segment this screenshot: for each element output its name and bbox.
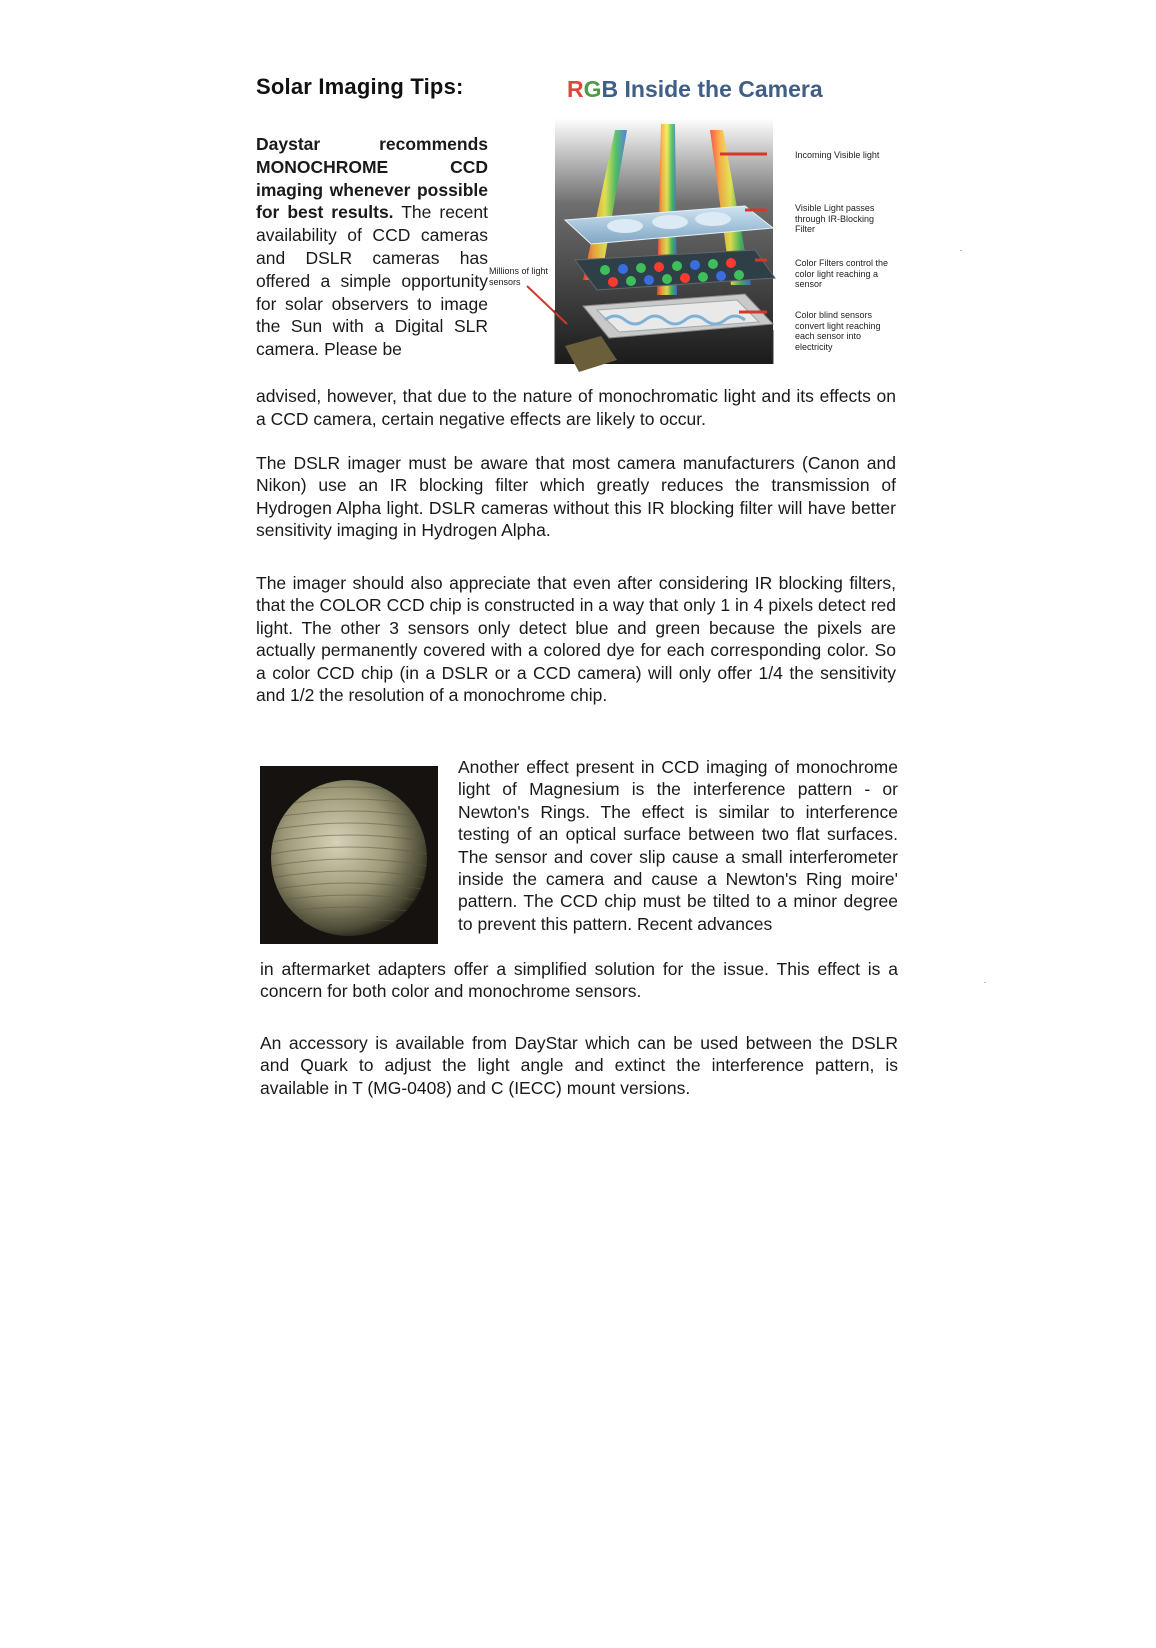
filter-lens-bump	[695, 212, 731, 226]
paragraph-newton-rings-bottom: in aftermarket adapters offer a simplified solution for the issue. This effect is a concern for both color and monochrome sensors.	[260, 959, 898, 1002]
paragraph-accessory	[260, 1032, 898, 1099]
paragraph-text: An accessory is available from DayStar which can be used between the DSLR and Quark to adjust the light angle and extinct the interference pattern, is available in T (MG-0408) and C (IECC) mount versions.	[260, 1033, 898, 1098]
callout-incoming-light: Incoming Visible light	[795, 150, 880, 160]
newton-rings-sun-image	[260, 766, 438, 944]
paragraph-text: The imager should also appreciate that even after considering IR blocking filters, that the COLOR CCD chip is constructed in a way that only 1 in 4 pixels detect red light. The other 3 sensors only detect blue and green because the pixels are actually permanently covered with a colored dye for each corresponding color. So a color CCD chip (in a DSLR or a CCD camera) will only offer 1/4 the sensitivity and 1/2 the resolution of a monochrome chip.	[256, 573, 896, 706]
page-title: Solar Imaging Tips:	[256, 74, 464, 99]
callout-millions-sensors: Millions of light sensors	[489, 266, 549, 287]
filter-lens-bump	[652, 215, 688, 229]
intro-bold-lead: Daystar recommends MONOCHROME CCD imaging whenever possible for best results.	[256, 134, 488, 223]
paragraph-color-ccd	[256, 572, 896, 706]
callout-ir-filter: Visible Light passes through IR-Blocking Filter	[795, 203, 875, 234]
paragraph-dslr-ir-filter	[256, 452, 896, 542]
figure-title-rest: B Inside the Camera	[601, 76, 823, 102]
filter-lens-bump	[607, 219, 643, 233]
intro-text-beside: The recent availability of CCD cameras and DSLR cameras has offered a simple opportunity for solar observers to image the Sun with a Digital SLR camera. Please be	[256, 202, 488, 360]
intro-paragraph-column	[256, 133, 488, 361]
intro-paragraph-continuation: advised, however, that due to the nature of monochromatic light and its effects on a CCD camera, certain negative effects are likely to occur.	[256, 386, 896, 429]
scan-speck	[960, 250, 962, 251]
figure-title	[567, 76, 823, 103]
figure-title-r: R	[567, 76, 584, 102]
figure-title-g: G	[583, 76, 602, 102]
callout-colorblind-sensors: Color blind sensors convert light reaching each sensor into electricity	[795, 310, 881, 352]
paragraph-newton-rings-top: Another effect present in CCD imaging of monochrome light of Magnesium is the interference pattern - or Newton's Rings. The effect is similar to interference testing of an optical surface between two flat surfaces. The sensor and cover slip cause a small interferometer inside the camera and cause a Newton's Ring moire' pattern. The CCD chip must be tilted to a minor degree to prevent this pattern. Recent advances	[458, 757, 898, 934]
rgb-camera-figure	[489, 76, 905, 376]
scan-speck	[984, 982, 986, 983]
paragraph-text: The DSLR imager must be aware that most camera manufacturers (Canon and Nikon) use an IR blocking filter which greatly reduces the transmission of Hydrogen Alpha light. DSLR cameras without this IR blocking filter will have better sensitivity imaging in Hydrogen Alpha.	[256, 453, 896, 541]
callout-color-filters: Color Filters control the color light reaching a sensor	[795, 258, 889, 289]
